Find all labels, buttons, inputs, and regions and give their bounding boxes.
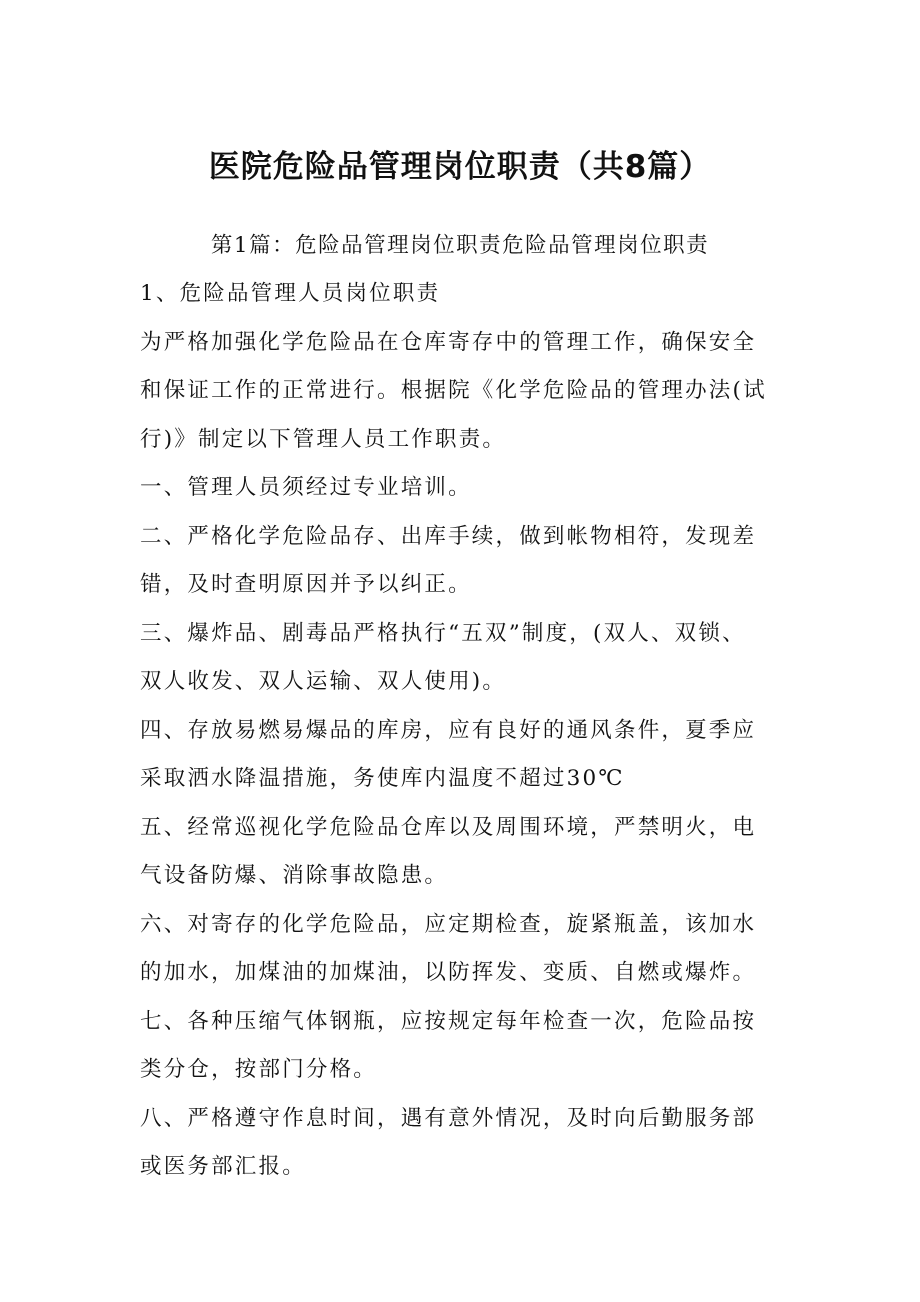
body-line-7: 错，及时查明原因并予以纠正。 [140,572,472,597]
document-body [140,276,782,1198]
section-heading: 第1篇：危险品管理岗位职责危险品管理岗位职责 [210,233,710,258]
body-line-15: 的加水，加煤油的加煤油，以防挥发、变质、自燃或爆炸。 [140,960,757,985]
body-line-8: 三、爆炸品、剧毒品严格执行“五双”制度，(双人、双锁、 [140,620,746,646]
body-line-19: 或医务部汇报。 [140,1154,306,1179]
body-line-6: 二、严格化学危险品存、出库手续，做到帐物相符，发现差 [140,523,757,549]
body-line-14: 六、对寄存的化学危险品，应定期检查，旋紧瓶盖，该加水 [140,911,757,937]
body-line-13: 气设备防爆、消除事故隐患。 [140,863,449,888]
body-line-3: 和保证工作的正常进行。根据院《化学危险品的管理办法(试 [140,378,767,403]
body-line-9: 双人收发、双人运输、双人使用)。 [140,669,507,694]
body-line-2: 为严格加强化学危险品在仓库寄存中的管理工作，确保安全 [140,329,757,355]
body-line-17: 类分仓，按部门分格。 [140,1057,378,1082]
body-line-4: 行)》制定以下管理人员工作职责。 [140,426,507,452]
body-line-16: 七、各种压缩气体钢瓶，应按规定每年检查一次，危险品按 [140,1008,757,1034]
body-line-10: 四、存放易燃易爆品的库房，应有良好的通风条件，夏季应 [140,717,757,743]
document-title: 医院危险品管理岗位职责（共8篇） [208,149,712,185]
body-line-11: 采取洒水降温措施，务使库内温度不超过30℃ [140,766,625,791]
body-line-18: 八、严格遵守作息时间，遇有意外情况，及时向后勤服务部 [140,1105,757,1131]
body-line-1: 1、危险品管理人员岗位职责 [140,281,441,306]
body-line-5: 一、管理人员须经过专业培训。 [140,475,472,500]
body-line-12: 五、经常巡视化学危险品仓库以及周围环境，严禁明火，电 [140,814,757,840]
